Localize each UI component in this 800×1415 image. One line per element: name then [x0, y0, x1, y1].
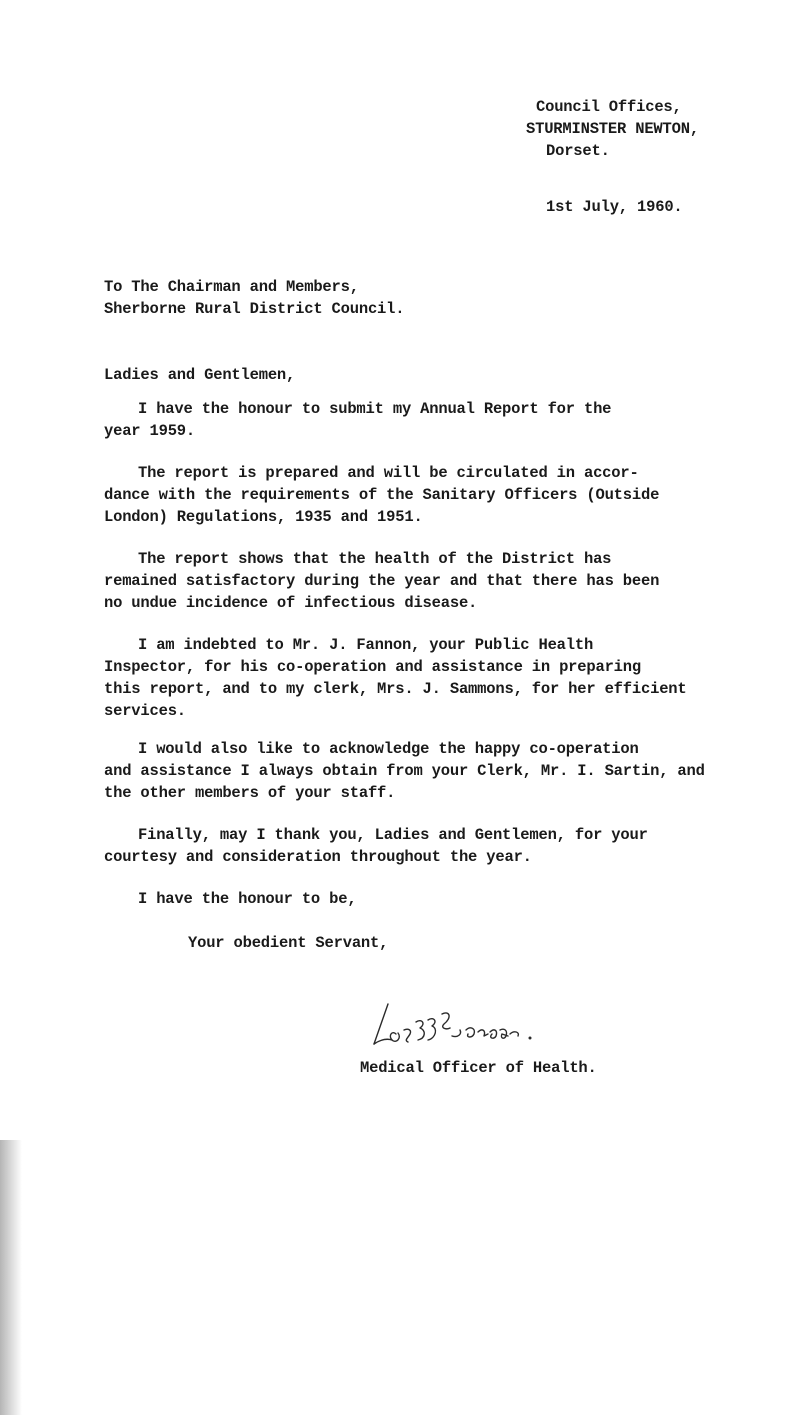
addressee-line-1: To The Chairman and Members,: [104, 278, 359, 296]
paragraph-4-line-4: services.: [104, 702, 186, 720]
paragraph-1-line-2: year 1959.: [104, 422, 196, 440]
paragraph-3-line-2: remained satisfactory during the year and that there has been: [104, 572, 660, 590]
salutation: Ladies and Gentlemen,: [104, 366, 296, 384]
paragraph-6-line-1: Finally, may I thank you, Ladies and Gentlemen, for your: [138, 826, 648, 844]
letterhead-line-3: Dorset.: [546, 142, 610, 160]
addressee-line-2: Sherborne Rural District Council.: [104, 300, 405, 318]
paragraph-5-line-2: and assistance I always obtain from your Clerk, Mr. I. Sartin, and: [104, 762, 705, 780]
letter-date: 1st July, 1960.: [546, 198, 683, 216]
paragraph-5-line-1: I would also like to acknowledge the happy co-operation: [138, 740, 639, 758]
closing-line-2: Your obedient Servant,: [188, 934, 389, 952]
paragraph-3-line-1: The report shows that the health of the District has: [138, 550, 612, 568]
paragraph-4-line-1: I am indebted to Mr. J. Fannon, your Public Health: [138, 636, 594, 654]
paragraph-2-line-2: dance with the requirements of the Sanitary Officers (Outside: [104, 486, 660, 504]
scan-edge-shadow: [0, 1140, 22, 1415]
handwritten-signature: [370, 1000, 600, 1050]
paragraph-4-line-3: this report, and to my clerk, Mrs. J. Sammons, for her efficient: [104, 680, 687, 698]
letterhead-line-1: Council Offices,: [536, 98, 682, 116]
paragraph-2-line-3: London) Regulations, 1935 and 1951.: [104, 508, 423, 526]
closing-line-1: I have the honour to be,: [138, 890, 357, 908]
paragraph-6-line-2: courtesy and consideration throughout the year.: [104, 848, 532, 866]
paragraph-1-line-1: I have the honour to submit my Annual Report for the: [138, 400, 612, 418]
paragraph-4-line-2: Inspector, for his co-operation and assistance in preparing: [104, 658, 641, 676]
paragraph-2-line-1: The report is prepared and will be circulated in accor-: [138, 464, 639, 482]
paragraph-3: [104, 548, 744, 614]
paragraph-1: [104, 398, 744, 442]
paragraph-6: [104, 824, 744, 868]
paragraph-5: [104, 738, 744, 804]
signer-title: Medical Officer of Health.: [360, 1059, 597, 1077]
paragraph-4: [104, 634, 744, 722]
paragraph-5-line-3: the other members of your staff.: [104, 784, 396, 802]
paragraph-3-line-3: no undue incidence of infectious disease.: [104, 594, 478, 612]
letterhead-line-2: STURMINSTER NEWTON,: [526, 120, 699, 138]
paragraph-2: [104, 462, 744, 528]
